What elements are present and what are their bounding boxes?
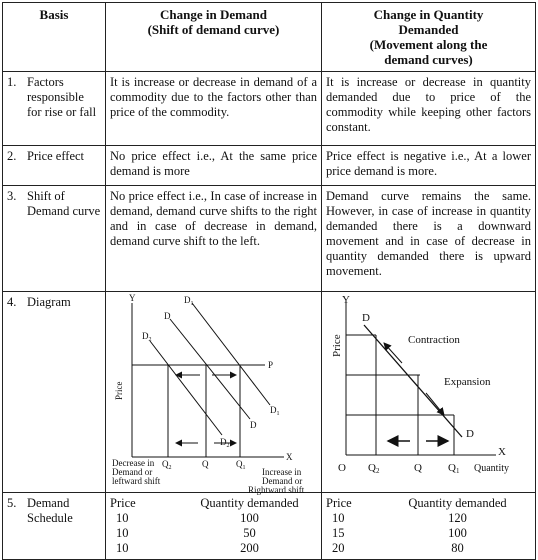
row-basis: Factors responsible for rise or fall [27,75,97,119]
header-qty-sub1: (Movement along the [369,37,488,52]
caption-decrease-2: Demand or [112,467,153,477]
table-row-shift [3,186,536,292]
header-qty-sub2: demand curves) [384,52,473,67]
row-number: 2. [7,149,17,163]
header-demand-title: Change in Demand [160,7,267,22]
label-d-top: D [164,311,171,321]
schedule-price: 20 [332,541,345,555]
schedule-qty: 50 [243,526,256,540]
table-row-price-effect [3,146,536,186]
label-contraction: Contraction [408,334,460,346]
caption-decrease-1: Decrease in [112,458,155,468]
demand-schedule [106,493,322,560]
demand-curve-d2 [150,341,222,435]
row-quantity-text: Demand curve remains the same. However, in case of increase in quantity demanded there is a downward movement and in case of decrease in quantity demanded there is upward movement. [322,186,536,292]
header-row [3,3,536,72]
demand-shift-diagram [110,293,316,495]
schedule-price: 10 [116,541,129,555]
row-demand-text: It is increase or decrease in demand of a commodity due to the factors other than price of the commodity. [106,72,322,146]
label-d1-top: $D_1$ [184,295,194,307]
label-origin: O [338,462,346,474]
caption-increase-3: Rightward shift [248,485,305,495]
demand-curve-d1 [192,303,270,405]
label-p: P [268,360,274,370]
row-number: 4. [7,295,17,309]
comparison-table [2,2,536,560]
label-quantity: Quantity [474,463,509,474]
label-d-end: D [250,420,257,430]
table-row-schedule [3,493,536,560]
row-demand-text: No price effect i.e., In case of increase in demand, demand curve shifts to the right and in case of decrease in demand, demand curve shift to the left. [106,186,322,292]
label-q1: $Q_1$ [236,459,246,471]
row-number: 3. [7,189,17,203]
header-change-in-quantity [322,3,536,72]
header-demand-subtitle: (Shift of demand curve) [147,22,280,37]
movement-along-diagram [326,295,532,485]
demand-curve-d [170,319,250,419]
caption-decrease-3: leftward shift [112,476,161,486]
label-d2-end: $D_2$ [220,437,230,449]
caption-increase-1: Increase in [262,467,302,477]
price-axis-label: Price [331,334,343,357]
y-axis-label: Y [342,294,350,306]
row-basis: Price effect [27,149,85,163]
row-number: 5. [7,496,17,510]
label-q1: Q1 [448,462,460,475]
caption-increase-2: Demand or [262,476,303,486]
schedule-price: 10 [116,511,129,525]
label-q2: $Q_2$ [162,459,172,471]
label-d1-end: $D_1$ [270,405,280,417]
schedule-price-head: Price [110,496,136,510]
y-axis-label: Y [129,293,136,303]
label-d2-top: $D_2$ [142,331,152,343]
row-number: 1. [7,75,17,89]
label-q: Q [202,459,209,469]
label-q: Q [414,462,422,474]
schedule-qty: 80 [451,541,464,555]
arrow-expansion [426,393,444,415]
quantity-schedule [322,493,536,560]
schedule-qty-head: Quantity demanded [408,496,507,510]
schedule-qty: 200 [240,541,259,555]
schedule-qty: 100 [240,511,259,525]
row-basis: Demand Schedule [27,496,73,525]
price-axis-label: Price [114,381,124,400]
header-basis: Basis [3,3,106,72]
label-q2: Q2 [368,462,380,475]
row-basis: Shift of Demand curve [27,189,101,218]
label-d-bottom: D [466,428,474,440]
table-row-diagram [3,292,536,493]
table-row-factors [3,72,536,146]
row-demand-text: No price effect i.e., At the same price demand is more [106,146,322,186]
x-axis-label: X [286,452,293,462]
schedule-qty: 100 [448,526,467,540]
header-qty-line1: Change in Quantity [373,7,484,22]
schedule-price: 15 [332,526,345,540]
header-qty-line2: Demanded [398,22,459,37]
schedule-price: 10 [332,511,345,525]
label-expansion: Expansion [444,376,491,388]
row-quantity-text: Price effect is negative i.e., At a lower price demand is more. [322,146,536,186]
arrow-contraction [384,343,402,363]
schedule-price: 10 [116,526,129,540]
schedule-qty: 120 [448,511,467,525]
label-d-top: D [362,312,370,324]
schedule-qty-head: Quantity demanded [200,496,299,510]
x-axis-label: X [498,446,506,458]
row-quantity-text: It is increase or decrease in quantity demanded due to price of the commodity while keeping other factors constant. [322,72,536,146]
header-change-in-demand [106,3,322,72]
schedule-price-head: Price [326,496,352,510]
row-basis: Diagram [27,295,71,309]
